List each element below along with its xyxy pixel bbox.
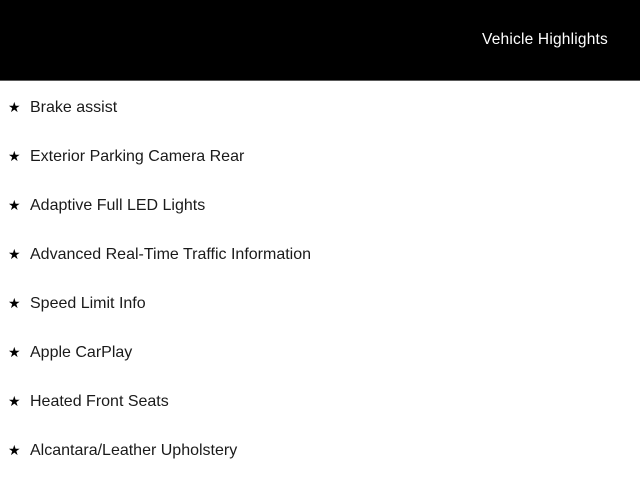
star-icon: ★ bbox=[8, 197, 21, 213]
page-title: Vehicle Highlights bbox=[482, 31, 608, 48]
item-label: Alcantara/Leather Upholstery bbox=[30, 441, 238, 459]
list-item bbox=[0, 279, 640, 328]
list-item bbox=[0, 181, 640, 230]
star-icon: ★ bbox=[8, 393, 21, 409]
star-icon: ★ bbox=[8, 99, 21, 115]
star-icon: ★ bbox=[8, 295, 21, 311]
item-label: Heated Front Seats bbox=[30, 392, 169, 410]
item-label: Exterior Parking Camera Rear bbox=[30, 147, 245, 165]
item-label: Brake assist bbox=[30, 98, 118, 116]
list-item bbox=[0, 230, 640, 279]
item-label: Speed Limit Info bbox=[30, 294, 146, 312]
star-icon: ★ bbox=[8, 442, 21, 458]
item-label: Advanced Real-Time Traffic Information bbox=[30, 245, 312, 263]
list-item bbox=[0, 377, 640, 426]
list-item bbox=[0, 328, 640, 377]
list-item bbox=[0, 132, 640, 181]
star-icon: ★ bbox=[8, 246, 21, 262]
highlights-list bbox=[0, 81, 640, 475]
list-item bbox=[0, 83, 640, 132]
star-icon: ★ bbox=[8, 148, 21, 164]
item-label: Apple CarPlay bbox=[30, 343, 133, 361]
header-bar bbox=[0, 0, 640, 81]
list-item bbox=[0, 426, 640, 475]
star-icon: ★ bbox=[8, 344, 21, 360]
item-label: Adaptive Full LED Lights bbox=[30, 196, 206, 214]
